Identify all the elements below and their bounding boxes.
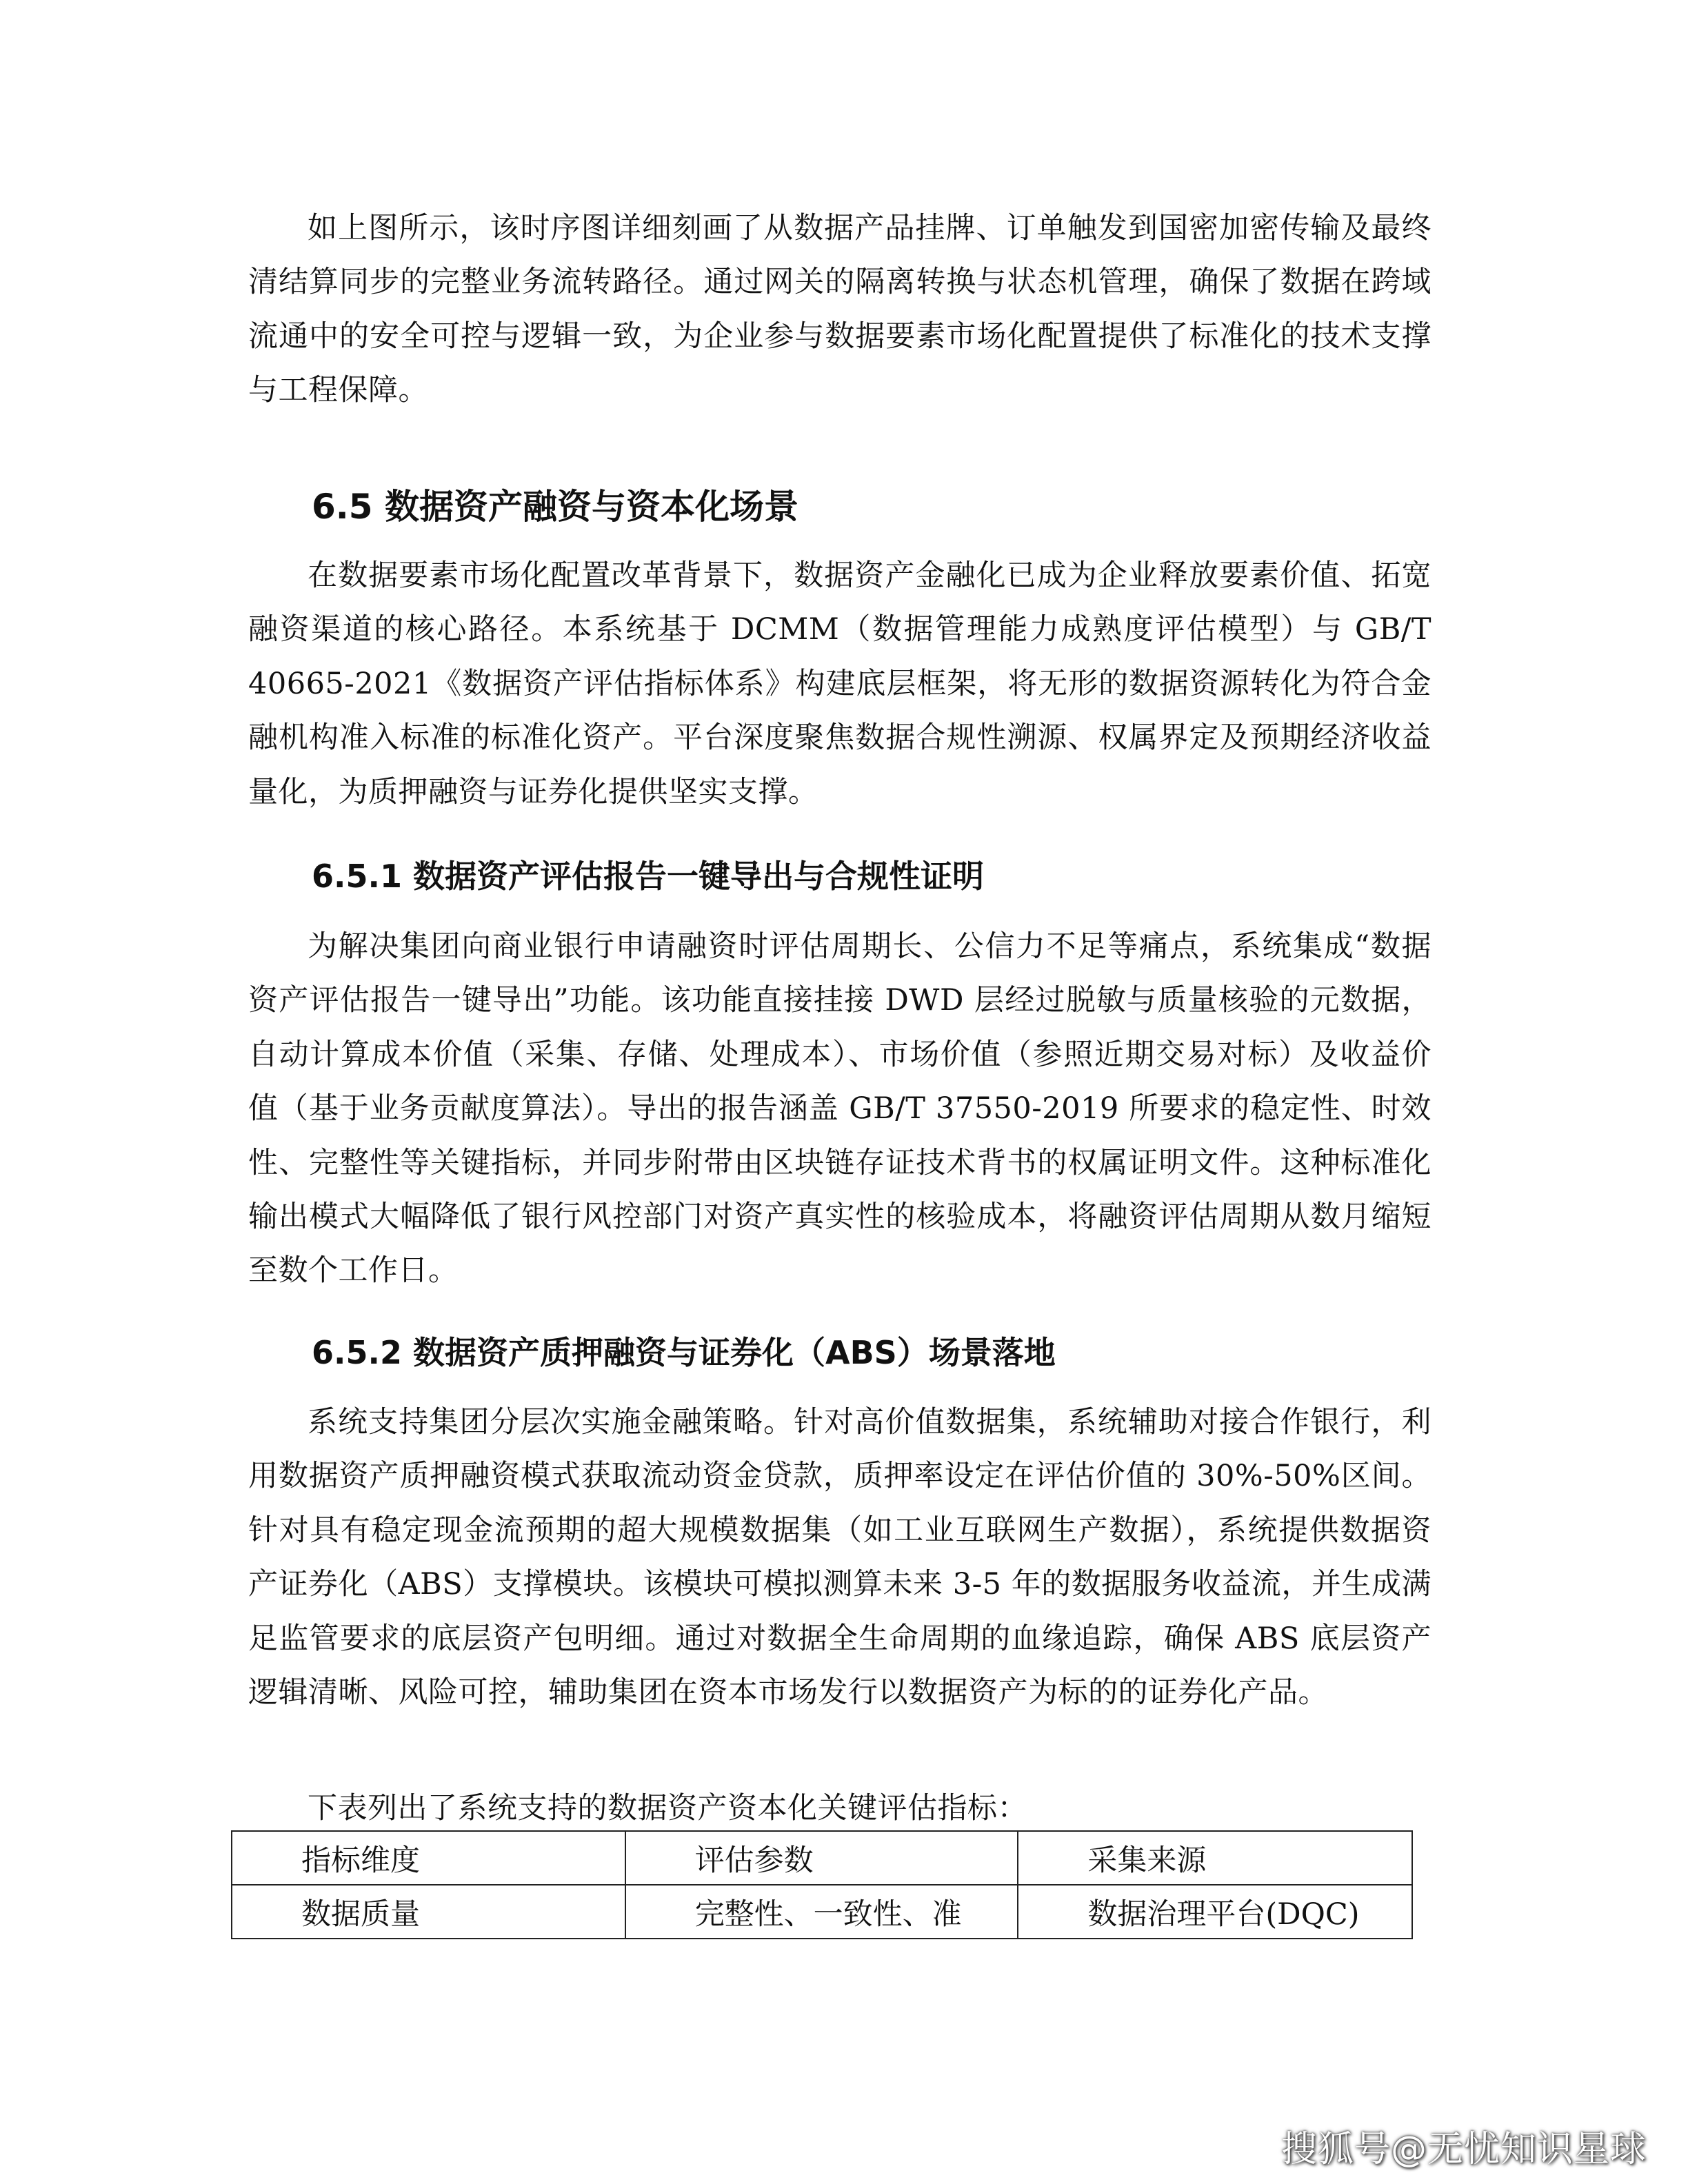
section-6-5-1-heading: 6.5.1 数据资产评估报告一键导出与合规性证明 (312, 858, 984, 895)
section-6-5-heading: 6.5 数据资产融资与资本化场景 (312, 487, 798, 527)
watermark: 搜狐号@无忧知识星球 (1280, 2129, 1647, 2170)
table-cell: 数据治理平台(DQC) (1018, 1885, 1412, 1939)
table-header-cell: 指标维度 (232, 1831, 625, 1885)
table-header-row (232, 1831, 1412, 1885)
table-row (232, 1885, 1412, 1939)
table-header-cell: 采集来源 (1018, 1831, 1412, 1885)
table-intro: 下表列出了系统支持的数据资产资本化关键评估指标： (308, 1791, 1027, 1826)
table-cell: 数据质量 (232, 1885, 625, 1939)
section-6-5-paragraph: 在数据要素市场化配置改革背景下，数据资产金融化已成为企业释放要素价值、拓宽融资渠道的核心路径。本系统基于 DCMM（数据管理能力成熟度评估模型）与 GB/T 40665-2021《数据资产评估指标体系》构建底层框架，将无形的数据资源转化为符合金融机构准入标准的标准化资产。平台深度聚焦数据合规性溯源、权属界定及预期经济收益量化，为质押融资与证券化提供坚实支撑。 (248, 558, 1431, 809)
section-6-5-1-paragraph: 为解决集团向商业银行申请融资时评估周期长、公信力不足等痛点，系统集成“数据资产评估报告一键导出”功能。该功能直接挂接 DWD 层经过脱敏与质量核验的元数据，自动计算成本价值（采集、存储、处理成本）、市场价值（参照近期交易对标）及收益价值（基于业务贡献度算法）。导出的报告涵盖 GB/T 37550-2019 所要求的稳定性、时效性、完整性等关键指标，并同步附带由区块链存证技术背书的权属证明文件。这种标准化输出模式大幅降低了银行风控部门对资产真实性的核验成本，将融资评估周期从数月缩短至数个工作日。 (248, 929, 1431, 1288)
intro-paragraph: 如上图所示，该时序图详细刻画了从数据产品挂牌、订单触发到国密加密传输及最终清结算同步的完整业务流转路径。通过网关的隔离转换与状态机管理，确保了数据在跨域流通中的安全可控与逻辑一致，为企业参与数据要素市场化配置提供了标准化的技术支撑与工程保障。 (248, 211, 1431, 408)
section-6-5-2-heading: 6.5.2 数据资产质押融资与证券化（ABS）场景落地 (312, 1334, 1056, 1371)
table-cell: 完整性、一致性、准 (625, 1885, 1018, 1939)
table-header-cell: 评估参数 (625, 1831, 1018, 1885)
metrics-table (231, 1830, 1413, 1939)
section-6-5-2-paragraph: 系统支持集团分层次实施金融策略。针对高价值数据集，系统辅助对接合作银行，利用数据资产质押融资模式获取流动资金贷款，质押率设定在评估价值的 30%-50%区间。针对具有稳定现金流预期的超大规模数据集（如工业互联网生产数据），系统提供数据资产证券化（ABS）支撑模块。该模块可模拟测算未来 3-5 年的数据服务收益流，并生成满足监管要求的底层资产包明细。通过对数据全生命周期的血缘追踪，确保 ABS 底层资产逻辑清晰、风险可控，辅助集团在资本市场发行以数据资产为标的的证券化产品。 (248, 1405, 1431, 1710)
